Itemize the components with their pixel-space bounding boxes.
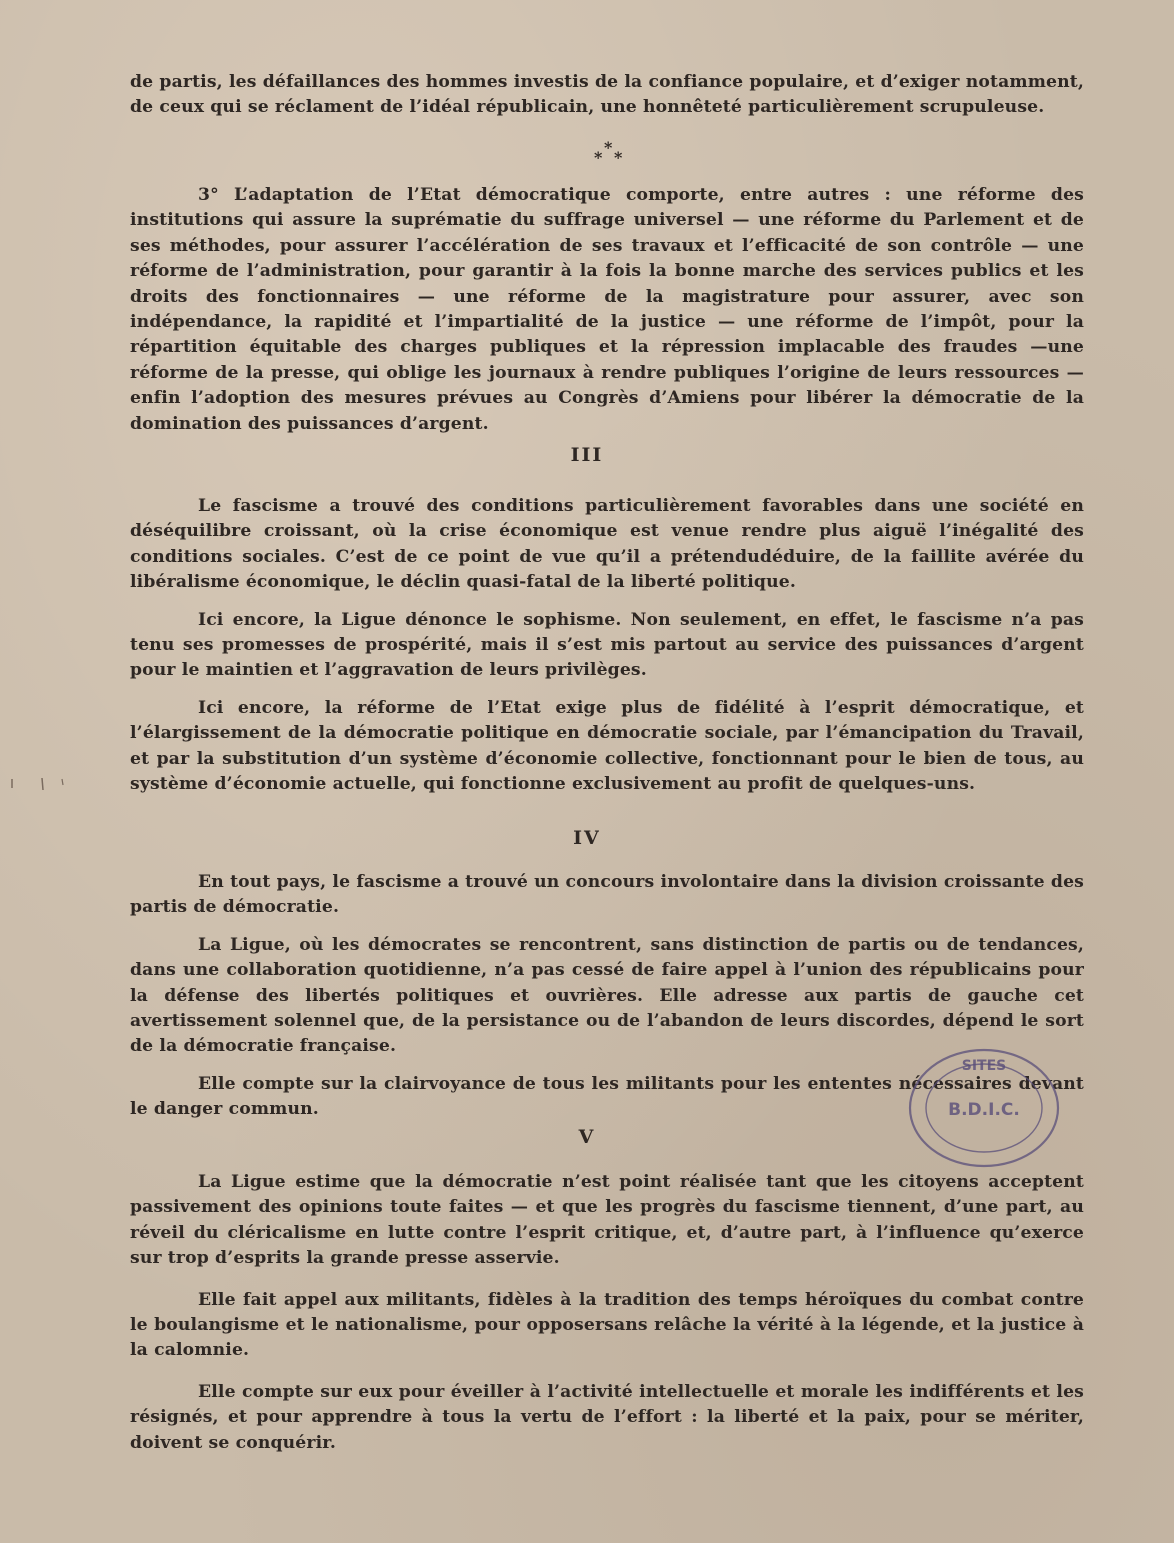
margin-scratch-marks [6,776,76,796]
section-v-paragraph-1: La Ligue estime que la démocratie n’est point réalisée tant que les citoyens acceptent passivement des opinions toute faites — et que les progrès du fascisme tiennent, d’une part, au réveil du cléricalisme en lutte contre l’esprit critique, et, d’autre part, à l’influence qu’exerce sur trop d’esprits la grande presse asservie. [130,1172,1084,1269]
asterism-star-top: * [604,138,613,157]
asterism-star-left: * [594,148,603,167]
opening-paragraph: de partis, les défaillances des hommes investis de la confiance populaire, et d’exiger notamment, de ceux qui se réclament de l’idéal républicain, une honnêteté particulièrement scrupuleuse. [130,72,1084,118]
section-v-body [130,1170,1084,1456]
section-iv-paragraph-1: En tout pays, le fascisme a trouvé un concours involontaire dans la division croissante des partis de démocratie. [130,872,1084,918]
section-iii-paragraph-3: Ici encore, la réforme de l’Etat exige plus de fidélité à l’esprit démocratique, et l’élargissement de la démocratie politique en démocratie sociale, par l’émancipation du Travail, et par la substitution d’un système d’économie collective, fonctionnant pour le bien de tous, au système d’économie actuelle, qui fonctionne exclusivement au profit de quelques-uns. [130,697,1084,795]
point-3-block [130,183,1084,437]
section-v-paragraph-2: Elle fait appel aux militants, fidèles à la tradition des temps héroïques du combat contre le boulangisme et le nationalisme, pour opposersans relâche la vérité à la légende, et la justice à la calomnie. [130,1289,1084,1361]
section-heading-iv: IV [573,827,601,849]
point-3-paragraph: 3° L’adaptation de l’Etat démocratique comporte, entre autres : une réforme des institutions qui assure la suprématie du suffrage universel — une réforme du Parlement et de ses méthodes, pour assurer l’accélération de ses travaux et l’efficacité de son contrôle — une réforme de l’administration, pour garantir à la fois la bonne marche des services publics et les droits des fonctionnaires — une réforme de la magistrature pour assurer, avec son indépendance, la rapidité et l’impartialité de la justice — une réforme de l’impôt, pour la répartition équitable des charges publiques et la répression implacable des fraudes —une réforme de la presse, qui oblige les journaux à rendre publiques l’origine de leurs ressources — enfin l’adoption des mesures prévues au Congrès d’Amiens pour libérer la démocratie de la domination des puissances d’argent. [130,185,1084,434]
margin-marks-graphic [6,776,76,796]
stamp-top-text: SITES [961,1058,1007,1074]
section-iii-paragraph-1: Le fascisme a trouvé des conditions particulièrement favorables dans une société en déséquilibre croissant, où la crise économique est venue rendre plus aiguë l’inégalité des conditions sociales. C’est de ce point de vue qu’il a prétendudéduire, de la faillite avérée du libéralisme économique, le déclin quasi-fatal de la liberté politique. [130,496,1084,593]
section-iii-paragraph-2: Ici encore, la Ligue dénonce le sophisme. Non seulement, en effet, le fascisme n’a pas tenu ses promesses de prospérité, mais il s’est mis partout au service des puissances d’argent pour le maintien et l’aggravation de leurs privilèges. [130,609,1084,681]
section-heading-v: V [578,1126,596,1148]
asterism-separator [592,138,632,167]
opening-paragraph-block [130,70,1084,121]
section-iv-paragraph-2: La Ligue, où les démocrates se rencontrent, sans distinction de partis ou de tendances, dans une collaboration quotidienne, n’a pas cessé de faire appel à l’union des républicains pour la défense des libertés politiques et ouvrières. Elle adresse aux partis de gauche cet avertissement solennel que, de la persistance ou de l’abandon de leurs discordes, dépend le sort de la démocratie française. [130,934,1084,1057]
asterism-star-right: * [614,148,623,167]
section-v-paragraph-3: Elle compte sur eux pour éveiller à l’activité intellectuelle et morale les indifférents et les résignés, et pour apprendre à tous la vertu de l’effort : la liberté et la paix, pour se mériter, doivent se conquérir. [130,1381,1084,1453]
library-stamp [898,1040,1068,1180]
section-iv-paragraph-3: Elle compte sur la clairvoyance de tous les militants pour les ententes nécessaires devant le danger commun. [130,1073,1084,1120]
stamp-graphic [898,1040,1068,1180]
stamp-center-text: B.D.I.C. [948,1100,1020,1120]
section-heading-iii: III [570,444,604,466]
section-iii-body [130,494,1084,797]
